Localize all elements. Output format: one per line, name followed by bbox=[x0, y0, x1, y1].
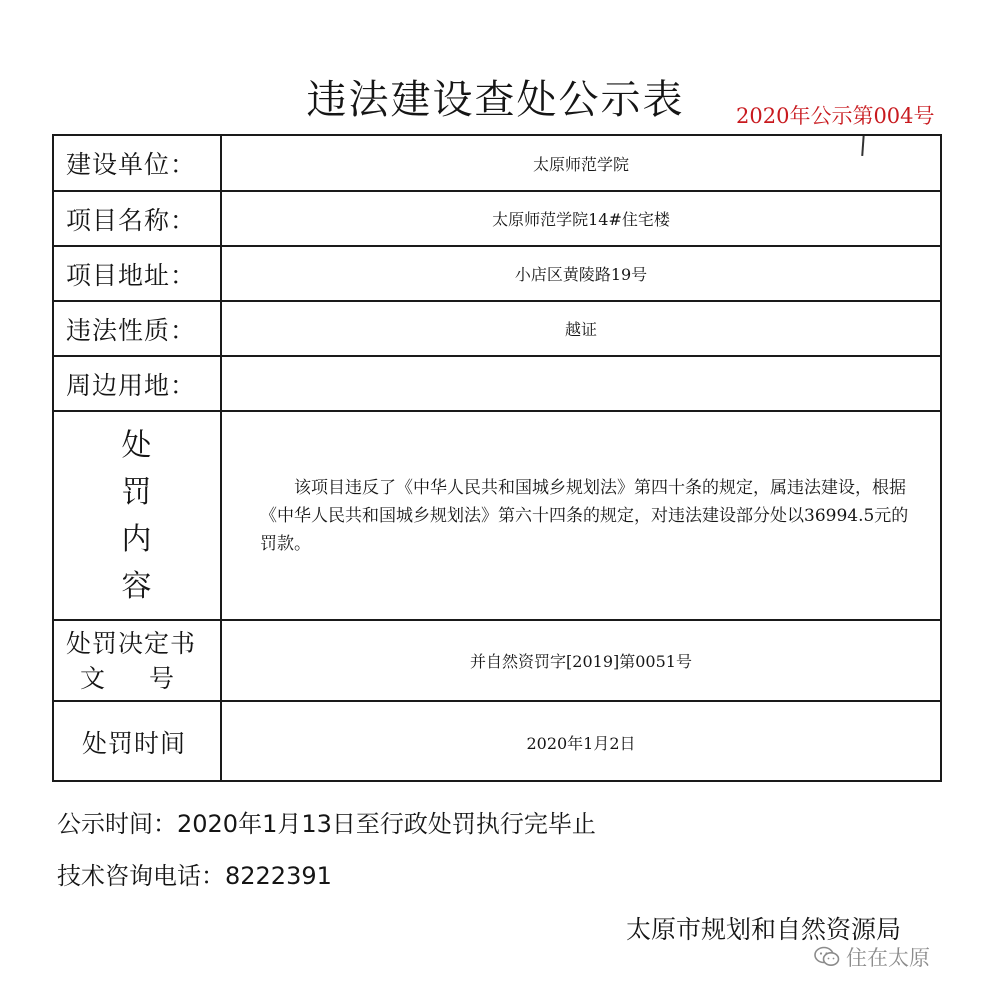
label-construction-unit: 建设单位： bbox=[54, 136, 222, 190]
value-decision-number: 并自然资罚字[2019]第0051号 bbox=[470, 652, 692, 671]
label-char: 容 bbox=[121, 568, 153, 604]
value-penalty-time: 2020年1月2日 bbox=[526, 733, 636, 753]
watermark bbox=[814, 942, 930, 972]
value-construction-unit: 太原师范学院 bbox=[532, 154, 629, 174]
document-title: 违法建设查处公示表 bbox=[306, 77, 685, 123]
value-violation-nature: 越证 bbox=[564, 320, 597, 339]
label-char: 内 bbox=[121, 521, 153, 557]
row-penalty-time bbox=[54, 702, 940, 782]
row-construction-unit bbox=[54, 136, 940, 192]
label-surrounding-land: 周边用地： bbox=[54, 357, 222, 410]
penalty-content-text: 该项目违反了《中华人民共和国城乡规划法》第四十条的规定，属违法建设，根据《中华人民共和国城乡规划法》第六十四条的规定，对违法建设部分处以36994.5元的罚款。 bbox=[260, 477, 909, 554]
label-char: 罚 bbox=[121, 474, 153, 510]
notice-table bbox=[52, 134, 942, 782]
label-decision-number bbox=[54, 621, 222, 700]
label-line: 文号 bbox=[80, 663, 219, 693]
value-project-address: 小店区黄陵路19号 bbox=[514, 265, 648, 284]
label-char: 处 bbox=[121, 427, 153, 463]
row-violation-nature bbox=[54, 302, 940, 357]
label-penalty-time: 处罚时间 bbox=[54, 702, 222, 782]
row-project-address bbox=[54, 247, 940, 302]
penalty-content-cell bbox=[260, 412, 916, 619]
row-decision-number bbox=[54, 621, 940, 702]
label-penalty-content bbox=[54, 412, 222, 619]
publicity-time: 公示时间：2020年1月13日至行政处罚执行完毕止 bbox=[57, 810, 596, 838]
wechat-icon bbox=[814, 946, 840, 968]
row-penalty-content bbox=[54, 412, 940, 621]
notice-number: 2020年公示第004号 bbox=[736, 104, 935, 128]
label-project-name: 项目名称： bbox=[54, 192, 222, 245]
label-violation-nature: 违法性质： bbox=[54, 302, 222, 355]
row-project-name bbox=[54, 192, 940, 247]
consult-phone: 技术咨询电话：8222391 bbox=[57, 862, 332, 890]
issuing-authority: 太原市规划和自然资源局 bbox=[626, 915, 902, 944]
value-project-name: 太原师范学院14#住宅楼 bbox=[492, 210, 670, 229]
label-project-address: 项目地址： bbox=[54, 247, 222, 300]
watermark-text: 住在太原 bbox=[846, 946, 930, 970]
value-surrounding-land bbox=[222, 357, 940, 410]
label-line: 处罚决定书 bbox=[66, 628, 197, 658]
row-surrounding-land bbox=[54, 357, 940, 412]
